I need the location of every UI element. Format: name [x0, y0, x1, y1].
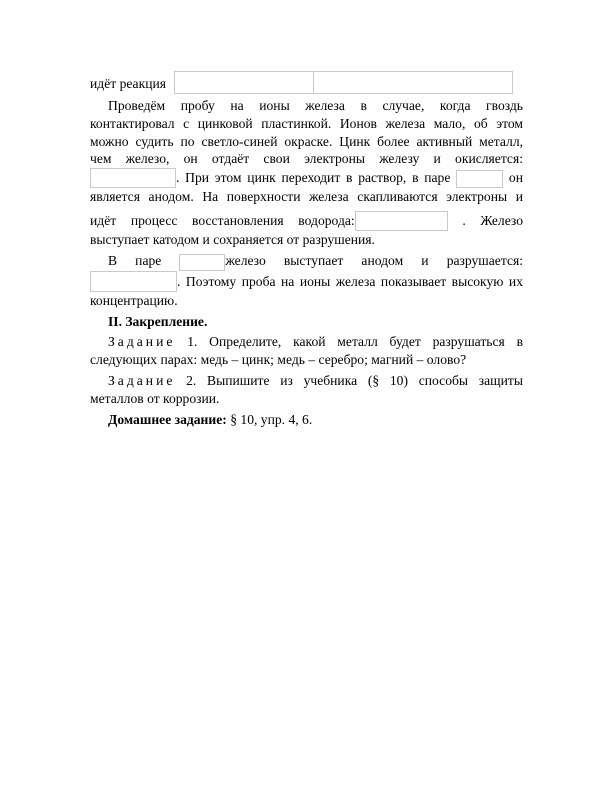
task-2: [90, 372, 523, 408]
task-label: Задание: [108, 372, 176, 388]
text-span: идёт процесс восстановления водорода:: [90, 212, 355, 228]
text-line: [90, 271, 523, 292]
lesson-text: [90, 71, 523, 428]
text-line: следующих парах: медь – цинк; медь – серебро; магний – олово?: [90, 352, 467, 368]
text-span: 2. Выпишите из учебника (§ 10) способы защиты: [186, 372, 523, 388]
pair-box: [456, 170, 503, 188]
paragraph-iron-anode: [90, 252, 523, 310]
text-span: 1. Определите, какой металл будет разрушаться в: [187, 334, 523, 350]
task-label: Задание: [108, 334, 176, 350]
text-line: [90, 211, 523, 231]
text-line: [90, 252, 523, 271]
text-span: . При этом цинк переходит в раствор, в паре: [176, 170, 451, 186]
equation-box: [313, 71, 513, 94]
equation-box: [90, 168, 176, 188]
text-line: выступает катодом и сохраняется от разрушения.: [90, 231, 375, 247]
text-line: [90, 372, 523, 390]
pair-box: [179, 254, 225, 271]
text-span: железо выступает анодом и разрушается:: [225, 252, 524, 268]
section-heading: II. Закрепление.: [108, 313, 208, 329]
equation-box: [355, 211, 448, 231]
homework-text: § 10, упр. 4, 6.: [230, 411, 313, 427]
homework-label: Домашнее задание:: [108, 411, 227, 427]
text-line: чем железо, он отдаёт свои электроны железу и окисляется:: [90, 151, 523, 167]
task-1: [90, 333, 523, 369]
equation-box: [174, 71, 314, 94]
text-line: является анодом. На поверхности железа скапливаются электроны и: [90, 189, 523, 205]
text-line: [90, 168, 523, 188]
text-line: можно судить по светло-синей окраске. Цинк более активный металл,: [90, 133, 523, 149]
text-line: металлов от коррозии.: [90, 390, 220, 406]
text-span: . Поэтому проба на ионы железа показывает высокую их: [177, 273, 523, 289]
reaction-label: идёт реакция: [90, 76, 167, 91]
text-span: В паре: [108, 252, 162, 268]
equation-box: [90, 271, 177, 292]
reaction-line: [90, 71, 523, 94]
text-line: [90, 333, 523, 351]
text-span: . Железо: [462, 212, 523, 228]
text-span: он: [508, 170, 523, 186]
paragraph-zinc-contact: [90, 97, 523, 249]
text-line: контактировал с цинковой пластинкой. Ионов железа мало, об этом: [90, 115, 523, 131]
text-line: Проведём пробу на ионы железа в случае, когда гвоздь: [108, 98, 523, 113]
homework: [90, 411, 523, 429]
text-line: концентрацию.: [90, 292, 178, 308]
